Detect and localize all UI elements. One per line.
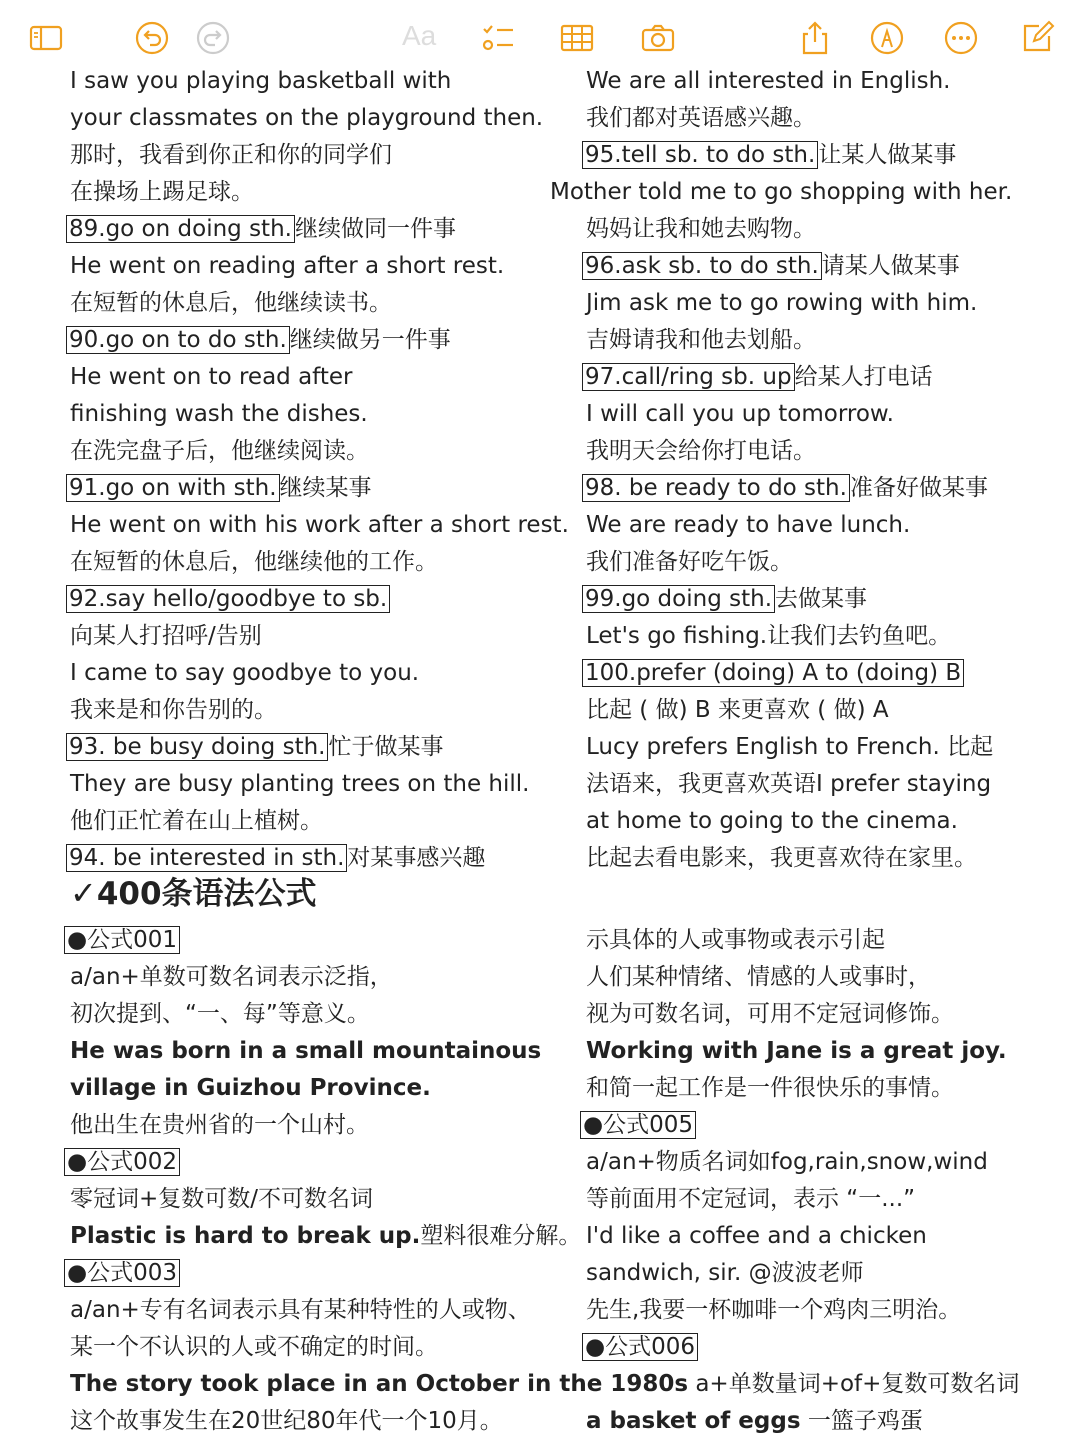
rule-text: a/an+专有名词表示具有某种特性的人或物、 xyxy=(70,1297,531,1323)
rule-text: a/an+物质名词如fog,rain,snow,wind xyxy=(586,1149,988,1175)
phrase-96-label: 96.ask sb. to do sth. xyxy=(582,252,822,280)
example-sentence: Let's go fishing.让我们去钓鱼吧。 xyxy=(586,623,952,649)
example-sentence: I saw you playing basketball with xyxy=(70,68,452,94)
formula-003-label: ●公式003 xyxy=(64,1259,180,1287)
translation: 先生,我要一杯咖啡一个鸡肉三明治。 xyxy=(586,1297,962,1323)
example-sentence: 法语来，我更喜欢英语I prefer staying xyxy=(586,771,992,797)
more-icon[interactable] xyxy=(943,20,979,56)
translation: 在短暂的休息后，他继续他的工作。 xyxy=(70,549,438,575)
example-sentence: We are all interested in English. xyxy=(586,68,951,94)
phrase-95 xyxy=(582,137,956,174)
translation: 比起去看电影来，我更喜欢待在家里。 xyxy=(586,845,977,871)
translation: 在洗完盘子后，他继续阅读。 xyxy=(70,438,369,464)
phrase-91-label: 91.go on with sth. xyxy=(66,474,280,502)
phrase-99-label: 99.go doing sth. xyxy=(582,585,775,613)
translation: 妈妈让我和她去购物。 xyxy=(586,216,816,242)
formula-002-label: ●公式002 xyxy=(64,1148,180,1176)
phrase-94-meaning: 对某事感兴趣 xyxy=(347,845,486,871)
checklist-icon[interactable] xyxy=(480,20,516,56)
redo-icon[interactable] xyxy=(195,20,231,56)
translation: 我来是和你告别的。 xyxy=(70,697,277,723)
phrase-97-label: 97.call/ring sb. up xyxy=(582,363,795,391)
example-sentence: The story took place in an October in the 1980s xyxy=(70,1371,689,1397)
example-sentence: Lucy prefers English to French. 比起 xyxy=(586,734,994,760)
phrase-99-meaning: 去做某事 xyxy=(775,586,867,612)
phrase-98-label: 98. be ready to do sth. xyxy=(582,474,850,502)
translation: 我们都对英语感兴趣。 xyxy=(586,105,816,131)
phrase-90-meaning: 继续做另一件事 xyxy=(289,327,451,353)
rule-text: a+单数量词+of+复数可数名词 xyxy=(688,1371,1020,1397)
formula-001-label: ●公式001 xyxy=(64,926,180,954)
phrase-89-label: 89.go on doing sth. xyxy=(66,215,295,243)
markup-pen-icon[interactable] xyxy=(869,20,905,56)
example-sentence: Mother told me to go shopping with her. xyxy=(550,179,1013,205)
phrase-91-meaning: 继续某事 xyxy=(279,475,372,501)
sidebar-icon[interactable] xyxy=(28,20,64,56)
example-sentence: village in Guizhou Province. xyxy=(70,1075,431,1101)
rule-text: 人们某种情绪、情感的人或事时， xyxy=(586,964,931,990)
translation: 在短暂的休息后，他继续读书。 xyxy=(70,290,392,316)
example-sentence: sandwich, sir. @波波老师 xyxy=(586,1260,864,1286)
rule-text: 初次提到、“一、每”等意义。 xyxy=(70,1001,370,1027)
translation: 我们准备好吃午饭。 xyxy=(586,549,793,575)
phrase-90 xyxy=(66,322,451,359)
share-icon[interactable] xyxy=(797,20,833,56)
translation: 那时，我看到你正和你的同学们 xyxy=(70,142,392,168)
formula-001 xyxy=(64,922,180,959)
formula-003 xyxy=(64,1255,180,1292)
translation: 他们正忙着在山上植树。 xyxy=(70,808,323,834)
checkmark-icon: ✓ xyxy=(70,874,97,912)
example-sentence: your classmates on the playground then. xyxy=(70,105,544,131)
example-line xyxy=(70,1218,581,1255)
rule-text: 视为可数名词，可用不定冠词修饰。 xyxy=(586,1001,954,1027)
translation: 在操场上踢足球。 xyxy=(70,179,254,205)
phrase-93-label: 93. be busy doing sth. xyxy=(66,733,328,761)
example-sentence: He went on to read after xyxy=(70,364,353,390)
formula-002 xyxy=(64,1144,180,1181)
phrase-91 xyxy=(66,470,372,507)
phrase-97 xyxy=(582,359,933,396)
example-sentence: Working with Jane is a great joy. xyxy=(586,1038,1007,1064)
translation: 这个故事发生在20世纪80年代一个10月。 xyxy=(70,1408,503,1434)
formula-005-label: ●公式005 xyxy=(580,1111,696,1139)
example-sentence: I will call you up tomorrow. xyxy=(586,401,894,427)
compose-icon[interactable] xyxy=(1019,20,1055,56)
undo-icon[interactable] xyxy=(134,20,170,56)
example-sentence: Jim ask me to go rowing with him. xyxy=(586,290,978,316)
rule-text: 示具体的人或事物或表示引起 xyxy=(586,927,885,953)
translation: 一篮子鸡蛋 xyxy=(800,1408,923,1434)
phrase-89 xyxy=(66,211,456,248)
camera-icon[interactable] xyxy=(640,20,676,56)
phrase-95-meaning: 让某人做某事 xyxy=(818,142,957,168)
notes-toolbar xyxy=(0,0,1080,70)
translation: 吉姆请我和他去划船。 xyxy=(586,327,816,353)
example-sentence: at home to going to the cinema. xyxy=(586,808,958,834)
example-line xyxy=(70,1366,1019,1403)
example-phrase: a basket of eggs xyxy=(586,1408,801,1434)
phrase-98 xyxy=(582,470,988,507)
rule-text: a/an+单数可数名词表示泛指， xyxy=(70,964,393,990)
translation: 比起 ( 做) B 来更喜欢 ( 做) A xyxy=(586,697,889,723)
example-line xyxy=(586,1403,923,1440)
translation: 他出生在贵州省的一个山村。 xyxy=(70,1112,369,1138)
rule-text: 某一个不认识的人或不确定的时间。 xyxy=(70,1334,438,1360)
translation: 和简一起工作是一件很快乐的事情。 xyxy=(586,1075,954,1101)
example-sentence: Plastic is hard to break up. xyxy=(70,1223,421,1249)
translation: 塑料很难分解。 xyxy=(420,1223,582,1249)
phrase-92 xyxy=(66,581,390,618)
section-title: 400条语法公式 xyxy=(96,876,317,912)
phrase-94-label: 94. be interested in sth. xyxy=(66,844,347,872)
phrase-95-label: 95.tell sb. to do sth. xyxy=(582,141,818,169)
text-format-icon[interactable]: Aa xyxy=(402,20,437,51)
translation: 向某人打招呼/告别 xyxy=(70,623,262,649)
table-icon[interactable] xyxy=(559,20,595,56)
phrase-99 xyxy=(582,581,867,618)
formula-006-label: ●公式006 xyxy=(582,1333,698,1361)
example-sentence: They are busy planting trees on the hill. xyxy=(70,771,530,797)
phrase-97-meaning: 给某人打电话 xyxy=(794,364,933,390)
phrase-96 xyxy=(582,248,960,285)
phrase-93 xyxy=(66,729,443,766)
example-sentence: I'd like a coffee and a chicken xyxy=(586,1223,927,1249)
formula-006 xyxy=(582,1329,698,1366)
phrase-98-meaning: 准备好做某事 xyxy=(849,475,988,501)
phrase-90-label: 90.go on to do sth. xyxy=(66,326,290,354)
example-sentence: I came to say goodbye to you. xyxy=(70,660,420,686)
example-sentence: He went on with his work after a short rest. xyxy=(70,512,569,538)
example-sentence: We are ready to have lunch. xyxy=(586,512,911,538)
phrase-100-label: 100.prefer (doing) A to (doing) B xyxy=(582,659,964,687)
phrase-96-meaning: 请某人做某事 xyxy=(821,253,960,279)
example-sentence: finishing wash the dishes. xyxy=(70,401,368,427)
phrase-100 xyxy=(582,655,964,692)
rule-text: 零冠词+复数可数/不可数名词 xyxy=(70,1186,374,1212)
example-sentence: He went on reading after a short rest. xyxy=(70,253,505,279)
translation: 我明天会给你打电话。 xyxy=(586,438,816,464)
rule-text: 等前面用不定冠词，表示 “一...” xyxy=(586,1186,916,1212)
phrase-92-label: 92.say hello/goodbye to sb. xyxy=(66,585,390,613)
section-heading xyxy=(70,872,317,915)
example-sentence: He was born in a small mountainous xyxy=(70,1038,542,1064)
phrase-89-meaning: 继续做同一件事 xyxy=(294,216,456,242)
phrase-93-meaning: 忙于做某事 xyxy=(328,734,444,760)
formula-005 xyxy=(580,1107,696,1144)
